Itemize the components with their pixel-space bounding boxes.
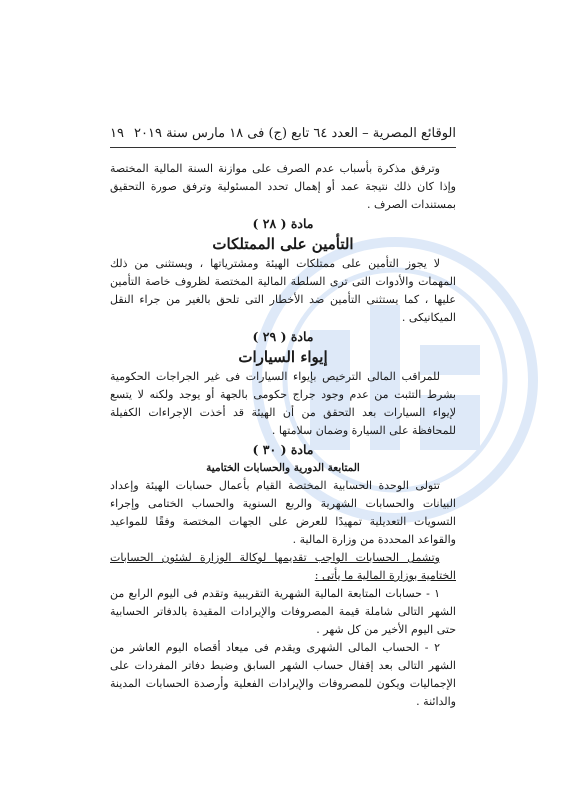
intro-paragraph: وترفق مذكرة بأسباب عدم الصرف على موازنة السنة المالية المختصة وإذا كان ذلك نتيجة عمد أو إهمال تحدد المسئولية وترفق صورة التحقيق بمستندات الصرف . [110, 162, 456, 211]
page-header [110, 126, 456, 142]
article-28-title: التأمين على الممتلكات [212, 235, 354, 253]
article-29-number: مادة ( ٢٩ ) [252, 329, 314, 344]
article-29-title: إيواء السيارات [238, 348, 328, 366]
article-28-text: لا يجوز التأمين على ممتلكات الهيئة ومشترياتها ، ويستثنى من ذلك المهمات والأدوات التى ترى السلطة المالية المختصة لظروف خاصة التأمين عليها ، كما يستثنى التأمين ضد الأخطار التى تلحق بالغير من جراء النقل الميكانيكى . [110, 257, 456, 324]
article-30-list-intro [110, 549, 456, 585]
article-28-number: مادة ( ٢٨ ) [252, 216, 314, 231]
article-30-item-2: ٢ - الحساب المالى الشهرى ويقدم فى ميعاد أقصاه اليوم العاشر من الشهر التالى بعد إقفال حساب الشهر السابق وضبط دفاتر المفردات على الإجماليات ويكون للمصروفات والإيرادات الفعلية وأرصدة الحسابات المدينة والدائنة . [110, 641, 456, 708]
header-title: الوقائع المصرية – العدد ٦٤ تابع (ج) فى ١٨ مارس سنة ٢٠١٩ [134, 126, 456, 141]
article-30-text: تتولى الوحدة الحسابية المختصة القيام بأعمال حسابات الهيئة وإعداد البيانات والحسابات الشهرية والربع السنوية والحساب الختامى وإجراء التسويات التعديلية تمهيدًا للعرض على الجهات المختصة وفقًا للمواعيد والقواعد المحددة من وزارة المالية . [110, 479, 456, 546]
document-body [110, 160, 456, 711]
article-30-number: مادة ( ٣٠ ) [252, 442, 314, 457]
article-30-title: المتابعة الدورية والحسابات الختامية [206, 462, 360, 474]
page-number: ١٩ [110, 126, 124, 141]
article-30-item-1: ١ - حسابات المتابعة المالية الشهرية التقريبية وتقدم فى اليوم الرابع من الشهر التالى شاملة قيمة المصروفات والإيرادات المقيدة بالدفاتر الحسابية حتى اليوم الأخير من كل شهر . [110, 587, 456, 636]
article-29-text: للمراقب المالى الترخيص بإيواء السيارات فى غير الجراجات الحكومية بشرط التثبت من عدم وجود جراج حكومى بالجهة أو يوجد ولكنه لا يتسع لإيواء السيارات بعد التحقق من أن الهيئة قد أخذت الإجراءات الكفيلة للمحافظة على السيارة وضمان سلامتها . [110, 370, 456, 437]
header-divider [110, 147, 456, 148]
list-intro-text: وتشمل الحسابات الواجب تقديمها لوكالة الوزارة لشئون الحسابات الختامية بوزارة المالية ما يأتى : [110, 551, 456, 582]
